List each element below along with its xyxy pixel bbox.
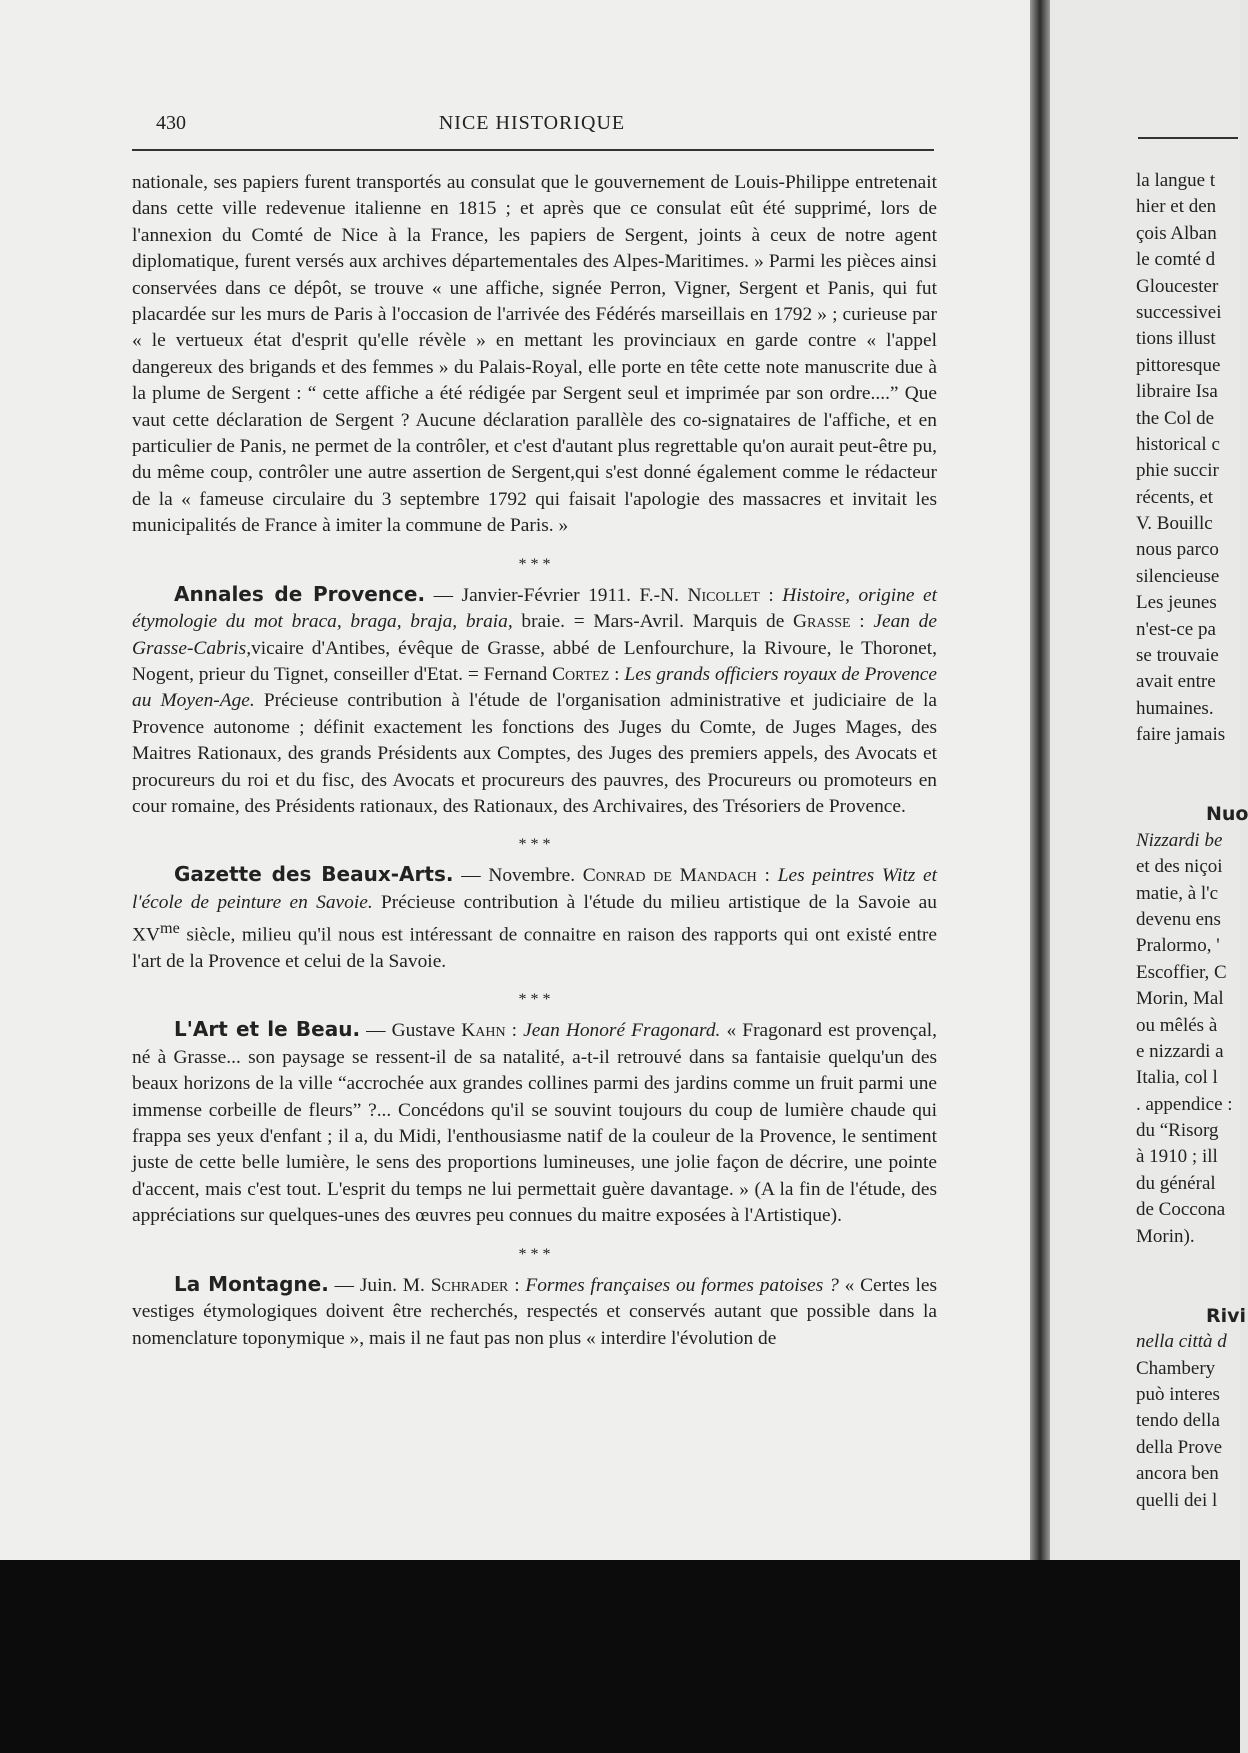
entry-title: Annales de Provence. [174, 581, 426, 606]
page-body [132, 170, 937, 1352]
author: Conrad de Mandach [582, 865, 757, 887]
entry-title: La Montagne. [174, 1271, 329, 1296]
scan-background [0, 1560, 1240, 1753]
asterism-4: * * * [518, 1245, 551, 1263]
book-spine [1030, 0, 1050, 1560]
facing-heading: Nuo [1206, 803, 1248, 826]
work-title: Les grands officiers royaux de Provence au Moyen-Age. [132, 663, 937, 712]
work-title: Jean Honoré Fragonard. [523, 1020, 721, 1042]
asterism-1: * * * [518, 555, 551, 573]
entry-gazette: Gazette des Beaux-Arts. — Novembre. Conrad de Mandach : Les peintres Witz et l'école de peinture en Savoie. Précieuse contribution à l'étude du milieu artistique de la Savoie au $XV^{me}$ siècle, milieu qu'il nous est intéressant de connaitre en raison des rapports qui ont existé entre l'art de la Provence et celui de la Savoie. [132, 862, 938, 973]
entry-title: Gazette des Beaux-Arts. [174, 862, 454, 887]
work-title: Les peintres Witz et l'école de peinture en Savoie. [132, 865, 938, 913]
author: Cortez [552, 663, 610, 685]
facing-page [1050, 0, 1248, 1560]
author: Grasse [793, 611, 851, 633]
facing-header-rule [1138, 137, 1238, 139]
work-title: Formes françaises ou formes patoises ? [525, 1274, 839, 1296]
page-number: 430 [156, 112, 186, 134]
facing-text: la langue t hier et den çois Alban le comté d Gloucester successivei tions illust pittoresque libraire Isa the Col de historical c phie succir récents, et V. Bouillc nous parco silencieuse Les jeunes n'est-ce pa se trouvaie avait entre humaines. faire jamais Nuo Nizzardi be et des niçoi matie, à l'c devenu ens Pralormo, ' Escoffier, C Morin, Mal ou mêlés à e nizzardi a Italia, col l . appendice : du “Risorg à 1910 ; ill du général de Coccona Morin). Rivi nella città d Chambery può interes tendo della della Prove ancora ben quelli dei l [1136, 170, 1248, 1511]
work-title: Histoire, origine et étymologie du mot braca, braga, braja, braia, [132, 584, 938, 633]
running-title: NICE HISTORIQUE [438, 112, 626, 134]
author: Kahn [461, 1020, 506, 1042]
intro-paragraph: nationale, ses papiers furent transportés au consulat que le gouvernement de Louis-Philippe entretenait dans cette ville redevenue italienne en 1815 ; et après que ce consulat eût été supprimé, lors de l'annexion du Comté de Nice à la France, les papiers de Sergent, joints à ceux de notre agent diplomatique, furent versés aux archives départementales des Alpes-Maritimes. » Parmi les pièces ainsi conservées dans ce dépôt, se trouve « une affiche, signée Perron, Vigner, Sergent et Panis, qui fut placardée sur les murs de Paris à l'occasion de l'arrivée des Fédérés marseillais en 1792 » ; curieuse par « le vertueux état d'esprit qu'elle révèle » en mettant les provinciaux en garde contre « l'appel dangereux des brigands et des femmes » du Palais-Royal, elle porte en tête cette note manuscrite due à la plume de Sergent : “ cette affiche a été rédigée par Sergent seul et imprimée par son ordre....” Que vaut cette déclaration de Sergent ? Aucune déclaration parallèle des co-signataires de l'affiche, et en particulier de Panis, ne permet de la contrôler, et c'est d'autant plus regrettable qu'on aurait peut-être pu, du même coup, contrôler une autre assertion de Sergent,qui s'est donné également comme le rédacteur de la « fameuse circulaire du 3 septembre 1792 qui faisait l'apologie des massacres et invitait les municipalités de France à imiter la commune de Paris. » [132, 172, 937, 537]
entry-title: L'Art et le Beau. [174, 1017, 361, 1042]
facing-heading: Rivi [1206, 1304, 1247, 1327]
entry-annales: Annales de Provence. — Janvier-Février 1911. F.-N. Nicollet : Histoire, origine et étymologie du mot braca, braga, braja, braia, braie. = Mars-Avril. Marquis de Grasse : Jean de Grasse-Cabris,vicaire d'Antibes, évêque de Grasse, abbé de Lenfourchure, la Rivoure, le Thoronet, Nogent, prieur du Tignet, conseiller d'Etat. = Fernand Cortez : Les grands officiers royaux de Provence au Moyen-Age. Précieuse contribution à l'étude de l'organisation administrative et judiciaire de la Provence autonome ; définit exactement les fonctions des Juges du Comte, de Juges Mages, des Maitres Rationaux, des grands Présidents aux Comptes, des Juges des premiers appels, des Avocats et procureurs du roi et du fisc, des Avocats et procureurs des pauvres, des Procureurs ou promoteurs en cour romaine, des Présidents rationaux, des Rationaux, des Archivaires, des Trésoriers de Provence. [132, 581, 938, 817]
header-rule [132, 149, 934, 151]
work-title: Jean de Grasse-Cabris, [132, 611, 937, 659]
asterism-2: * * * [518, 836, 551, 854]
entry-art-beau: L'Art et le Beau. — Gustave Kahn : Jean Honoré Fragonard. « Fragonard est provençal, né à Grasse... son paysage se ressent-il de sa natalité, a-t-il retrouvé dans sa fantaisie quelqu'un des beaux horizons de la ville “accrochée aux grandes collines parmi des jardins comme un fruit parmi une immense corbeille de fleurs” ?... Concédons qu'il se souvint toujours du coup de lumière chaude qui frappa ses yeux d'enfant ; il a, du Midi, l'enthousiasme natif de la couleur de la Provence, le sentiment juste de cette belle lumière, le sens des proportions lumineuses, une jolie façon de décrire, une pointe d'accent, mais c'est tout. L'esprit du temps ne lui permettait guère davantage. » (A la fin de l'étude, des appréciations sur quelques-unes des œuvres peu connues du maitre exposées à l'Artistique). [132, 1017, 937, 1227]
running-header [132, 112, 932, 136]
entry-montagne: La Montagne. — Juin. M. Schrader : Formes françaises ou formes patoises ? « Certes les vestiges étymologiques doivent être recherchés, respectés et conservés autant que possible dans la nomenclature toponymique », mais il ne faut pas non plus « interdire l'évolution de [132, 1271, 937, 1349]
author: Schrader [430, 1274, 509, 1296]
author: Nicollet [687, 584, 760, 606]
asterism-3: * * * [518, 991, 551, 1009]
